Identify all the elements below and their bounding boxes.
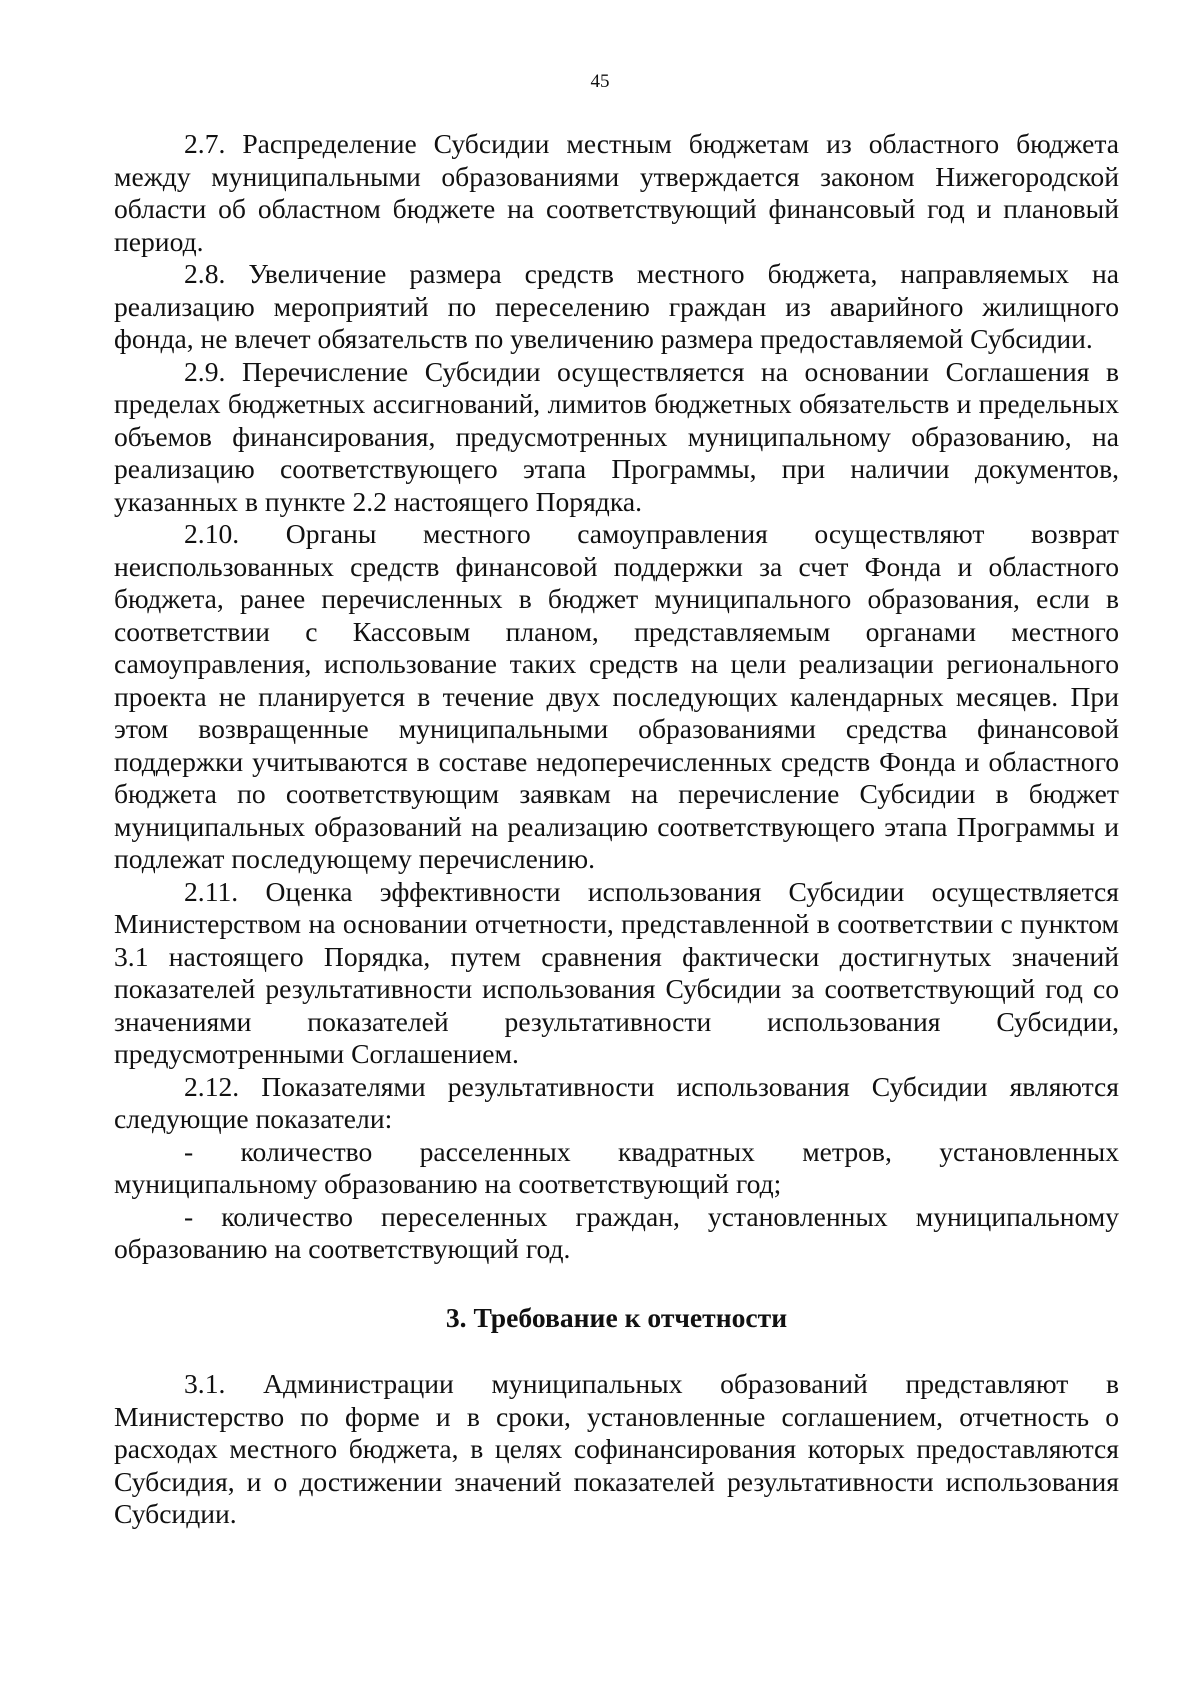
document-body (114, 128, 1119, 1531)
paragraph-2-10: 2.10. Органы местного самоуправления осуществляют возврат неиспользованных средств финансовой поддержки за счет Фонда и областного бюджета, ранее перечисленных в бюджет муниципального образования, если в соответствии с Кассовым планом, представляемым органами местного самоуправления, использование таких средств на цели реализации регионального проекта не планируется в течение двух последующих календарных месяцев. При этом возвращенные муниципальными образованиями средства финансовой поддержки учитываются в составе недоперечисленных средств Фонда и областного бюджета по соответствующим заявкам на перечисление Субсидии в бюджет муниципальных образований на реализацию соответствующего этапа Программы и подлежат последующему перечислению. (114, 518, 1119, 874)
paragraph-2-11: 2.11. Оценка эффективности использования Субсидии осуществляется Министерством на основании отчетности, представленной в соответствии с пунктом 3.1 настоящего Порядка, путем сравнения фактически достигнутых значений показателей результативности использования Субсидии за соответствующий год со значениями показателей результативности использования Субсидии, предусмотренными Соглашением. (114, 875, 1119, 1069)
paragraph-2-7: 2.7. Распределение Субсидии местным бюджетам из областного бюджета между муниципальными образованиями утверждается законом Нижегородской области об областном бюджете на соответствующий финансовый год и плановый период. (114, 128, 1119, 257)
section-heading: 3. Требование к отчетности (445, 1301, 788, 1333)
list-item-citizens: - количество переселенных граждан, установленных муниципальному образованию на соответствующий год. (114, 1200, 1119, 1264)
paragraph-2-9: 2.9. Перечисление Субсидии осуществляется на основании Соглашения в пределах бюджетных ассигнований, лимитов бюджетных обязательств и предельных объемов финансирования, предусмотренных муниципальному образованию, на реализацию соответствующего этапа Программы, при наличии документов, указанных в пункте 2.2 настоящего Порядка. (114, 355, 1119, 517)
paragraph-3-1: 3.1. Администрации муниципальных образований представляют в Министерство по форме и в сроки, установленные соглашением, отчетность о расходах местного бюджета, в целях софинансирования которых предоставляются Субсидия, и о достижении значений показателей результативности использования Субсидии. (114, 1368, 1119, 1529)
list-item-square-meters: - количество расселенных квадратных метров, установленных муниципальному образованию на соответствующий год; (114, 1135, 1119, 1199)
page-number: 45 (590, 71, 610, 92)
paragraph-2-8: 2.8. Увеличение размера средств местного бюджета, направляемых на реализацию мероприятий по переселению граждан из аварийного жилищного фонда, не влечет обязательств по увеличению размера предоставляемой Субсидии. (114, 258, 1119, 354)
paragraph-2-12: 2.12. Показателями результативности использования Субсидии являются следующие показатели: (114, 1070, 1119, 1134)
